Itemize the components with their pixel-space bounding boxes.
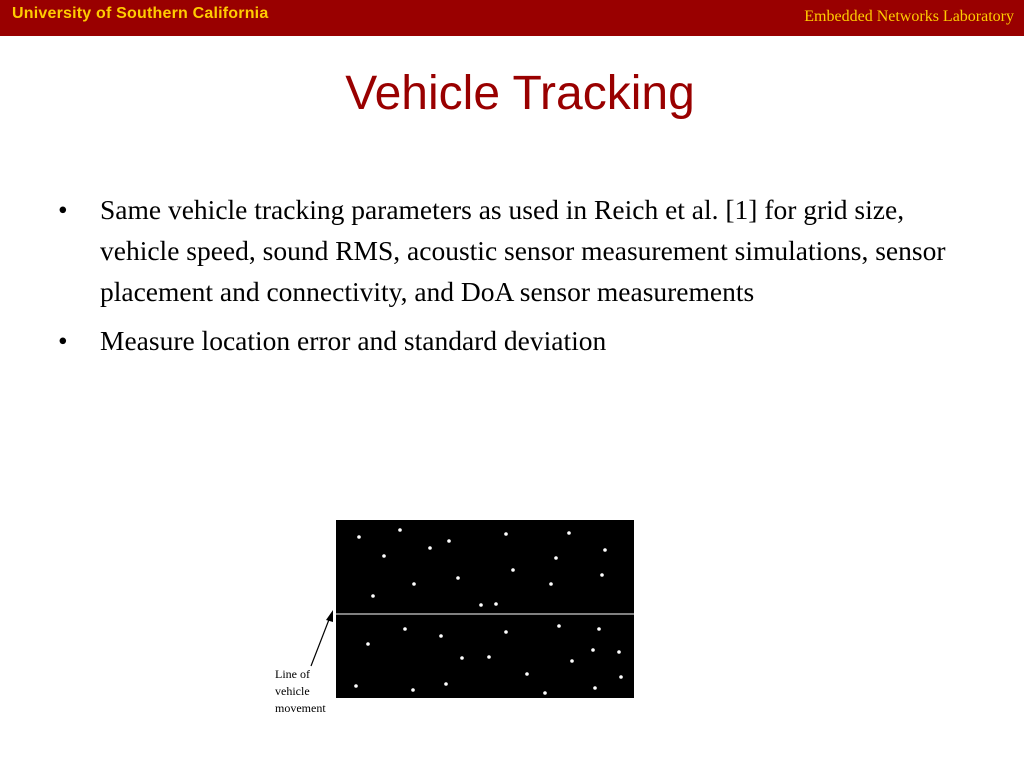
figure-caption (275, 666, 355, 717)
bullet-text: Same vehicle tracking parameters as used in Reich et al. [1] for grid size, vehicle speed, sound RMS, acoustic sensor measurement simulations, sensor placement and connectivity, and DoA sensor measurements (100, 194, 946, 307)
sensor-node (357, 535, 361, 539)
sensor-node (428, 546, 432, 550)
bullet-list (58, 189, 968, 369)
sensor-node (439, 634, 443, 638)
caption-line: movement (275, 701, 326, 715)
bullet-item (58, 320, 968, 361)
sensor-node (382, 554, 386, 558)
sensor-node (619, 675, 623, 679)
sensor-node (525, 672, 529, 676)
sensor-node (603, 548, 607, 552)
sensor-node (557, 624, 561, 628)
sensor-node (366, 642, 370, 646)
pointer-arrow-line (311, 617, 330, 666)
sensor-node (504, 630, 508, 634)
sensor-field-background (336, 520, 634, 698)
lab-name: Embedded Networks Laboratory (804, 8, 1014, 25)
sensor-node (444, 682, 448, 686)
sensor-node (456, 576, 460, 580)
institution-logo: University of Southern California (12, 5, 269, 22)
sensor-node (504, 532, 508, 536)
sensor-node (460, 656, 464, 660)
sensor-node (591, 648, 595, 652)
sensor-node (549, 582, 553, 586)
sensor-field-svg (336, 520, 634, 698)
bullet-icon: • (58, 194, 68, 225)
sensor-node (398, 528, 402, 532)
sensor-node (511, 568, 515, 572)
sensor-node (371, 594, 375, 598)
header-banner (0, 0, 1024, 36)
bullet-item (58, 189, 968, 312)
sensor-node (543, 691, 547, 695)
bullet-text: Measure location error and standard deviation (100, 325, 607, 356)
sensor-node (597, 627, 601, 631)
sensor-node (570, 659, 574, 663)
caption-line: Line of (275, 667, 310, 681)
bullet-icon: • (58, 325, 68, 356)
slide-title: Vehicle Tracking (345, 67, 695, 120)
sensor-node (617, 650, 621, 654)
sensor-node (593, 686, 597, 690)
sensor-node (403, 627, 407, 631)
sensor-node (412, 582, 416, 586)
sensor-node (479, 603, 483, 607)
sensor-node (567, 531, 571, 535)
caption-line: vehicle (275, 684, 310, 698)
sensor-node (600, 573, 604, 577)
sensor-node (494, 602, 498, 606)
sensor-node (554, 556, 558, 560)
sensor-node (487, 655, 491, 659)
sensor-node (411, 688, 415, 692)
sensor-node (447, 539, 451, 543)
sensor-field-diagram (336, 520, 634, 698)
pointer-arrow-head (326, 610, 333, 622)
